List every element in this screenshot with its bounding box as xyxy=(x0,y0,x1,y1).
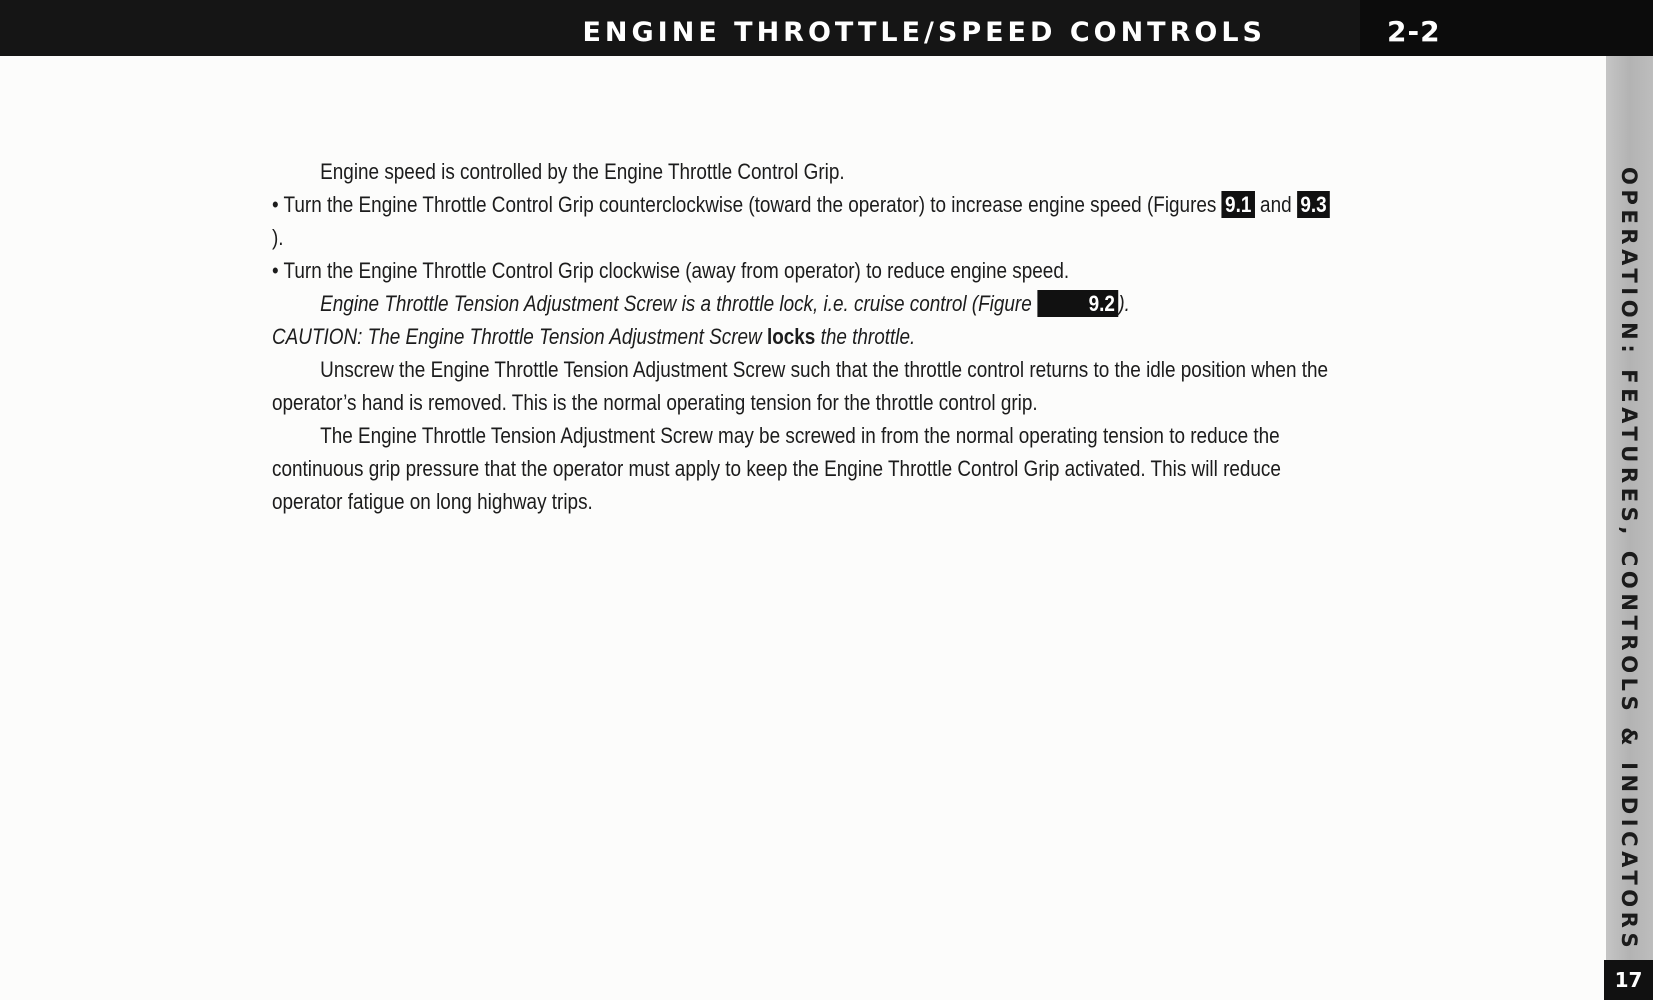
bullet-increase-text: • Turn the Engine Throttle Control Grip counterclockwise (toward the operator) to increase engine speed (Figures xyxy=(272,192,1222,217)
caution-bold-word: locks xyxy=(766,324,816,349)
page-title: ENGINE THROTTLE/SPEED CONTROLS xyxy=(582,17,1266,48)
intro-paragraph: Engine speed is controlled by the Engine Throttle Control Grip. xyxy=(320,159,845,184)
bullet-increase-and: and xyxy=(1254,192,1297,217)
body-text xyxy=(272,155,1332,518)
figure-ref-9-1[interactable]: 9.1 xyxy=(1222,191,1255,218)
bullet-increase-speed xyxy=(272,188,1332,254)
throttle-lock-note-text: Engine Throttle Tension Adjustment Screw is a throttle lock, i.e. cruise control (Figure xyxy=(320,291,1037,316)
unscrew-paragraph: Unscrew the Engine Throttle Tension Adjustment Screw such that the throttle control returns to the idle position when the operator’s hand is removed. This is the normal operating tension for the throttle control grip. xyxy=(272,357,1329,415)
page-number-box xyxy=(1604,960,1653,1000)
throttle-lock-note xyxy=(272,287,1332,320)
figure-ref-9-3[interactable]: 9.3 xyxy=(1297,191,1330,218)
bullet-reduce-speed: • Turn the Engine Throttle Control Grip clockwise (away from operator) to reduce engine speed. xyxy=(272,258,1070,283)
caution-end: the throttle. xyxy=(815,324,916,349)
section-number: 2-2 xyxy=(1387,15,1441,48)
caution-start: CAUTION: The Engine Throttle Tension Adjustment Screw xyxy=(272,324,767,349)
page-number: 17 xyxy=(1614,968,1643,992)
throttle-lock-note-end: ). xyxy=(1118,291,1130,316)
caution-note xyxy=(272,320,1332,353)
bullet-increase-end: ). xyxy=(272,225,284,250)
side-tab-label: OPERATION: FEATURES, CONTROLS & INDICATORS xyxy=(1617,167,1641,953)
screw-in-paragraph: The Engine Throttle Tension Adjustment Screw may be screwed in from the normal operating tension to reduce the continuous grip pressure that the operator must apply to keep the Engine Throttle Control Grip activated. This will reduce operator fatigue on long highway trips. xyxy=(272,423,1281,514)
section-number-tab xyxy=(1360,0,1653,56)
header-bar xyxy=(0,0,1653,56)
figure-ref-9-2[interactable]: 9.2 xyxy=(1037,290,1118,317)
